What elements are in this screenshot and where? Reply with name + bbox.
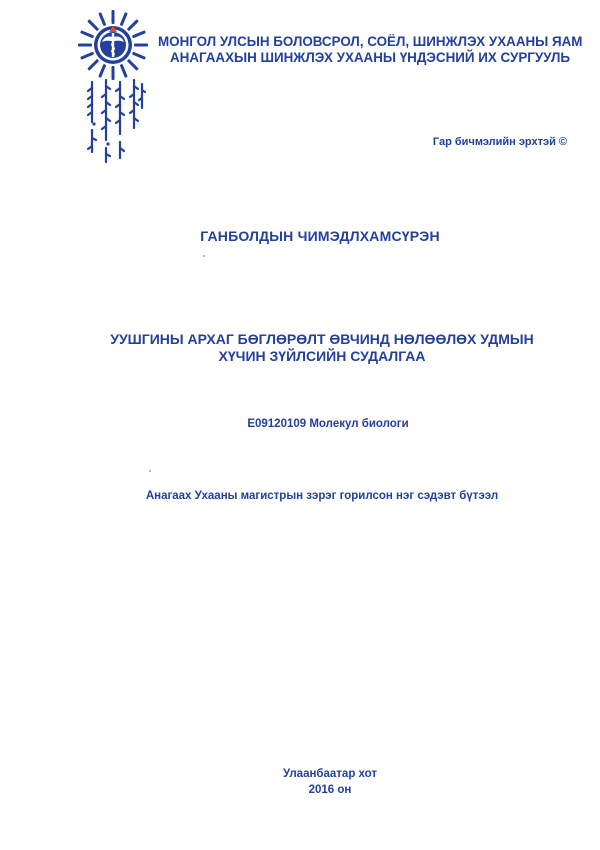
scan-speck bbox=[203, 255, 205, 257]
university-name: АНАГААХЫН ШИНЖЛЭХ УХААНЫ ҮНДЭСНИЙ ИХ СУРГУУЛЬ bbox=[170, 50, 571, 65]
year: 2016 он bbox=[308, 784, 352, 796]
ministry-name: МОНГОЛ УЛСЫН БОЛОВСРОЛ, СОЁЛ, ШИНЖЛЭХ УХААНЫ ЯАМ bbox=[158, 34, 583, 49]
city-name: Улаанбаатар хот bbox=[282, 768, 378, 780]
institution-header bbox=[158, 34, 598, 66]
author-name-text: ГАНБОЛДЫН ЧИМЭДЛХАМСҮРЭН bbox=[200, 228, 440, 244]
university-emblem-icon bbox=[76, 8, 150, 82]
specialty-code-text: Е09120109 Молекул биологи bbox=[247, 418, 409, 430]
specialty-code bbox=[0, 418, 600, 430]
thesis-title bbox=[0, 331, 600, 365]
thesis-title-line2: ХҮЧИН ЗҮЙЛСИЙН СУДАЛГАА bbox=[218, 348, 426, 364]
degree-statement-text: Анагаах Ухааны магистрын зэрэг горилсон нэг сэдэвт бүтээл bbox=[145, 490, 499, 502]
scan-speck bbox=[149, 470, 151, 472]
mongolian-script-icon bbox=[84, 78, 148, 166]
degree-statement bbox=[0, 490, 600, 502]
author-name bbox=[0, 228, 600, 244]
copyright-notice: Гар бичмэлийн эрхтэй © bbox=[432, 136, 567, 148]
place-and-year bbox=[0, 766, 600, 798]
thesis-title-line1: УУШГИНЫ АРХАГ БӨГЛӨРӨЛТ ӨВЧИНД НӨЛӨӨЛӨХ УДМЫН bbox=[110, 331, 534, 347]
